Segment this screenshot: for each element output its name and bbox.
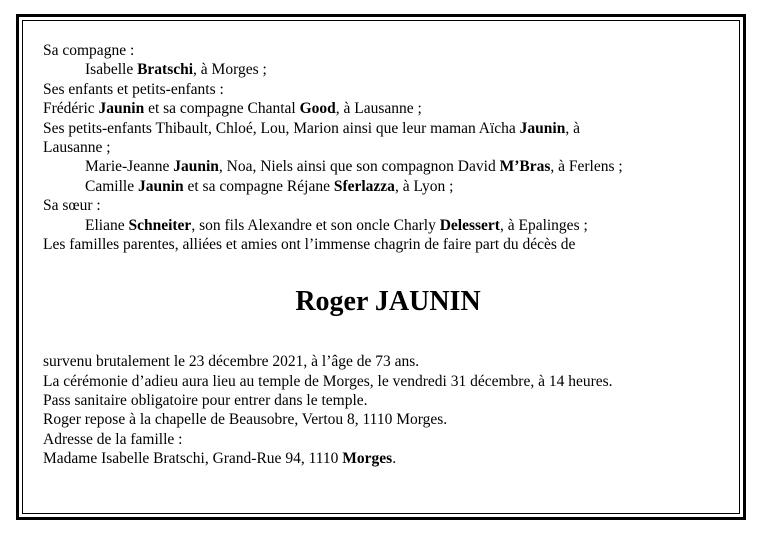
line-soeur-label — [43, 196, 733, 215]
text-segment: Roger repose à la chapelle de Beausobre, Vertou 8, 1110 Morges. — [43, 411, 448, 429]
text-segment: , à Ferlens ; — [550, 158, 623, 176]
bold-name: Jaunin — [519, 119, 566, 137]
line-compagne-label — [43, 41, 733, 60]
bold-name: Jaunin — [173, 158, 219, 176]
funeral-details — [43, 352, 733, 468]
line-deces — [43, 352, 733, 371]
line-enfant-camille — [43, 177, 733, 196]
deceased-name: Roger JAUNIN — [295, 286, 481, 318]
line-petits-enfants-1 — [43, 119, 733, 138]
line-soeur — [43, 216, 733, 235]
text-segment: , à Lausanne ; — [335, 100, 422, 118]
text-segment: Ses petits-enfants Thibault, Chloé, Lou, Marion ainsi que leur maman Aïcha — [43, 119, 520, 137]
bold-name: Morges — [342, 450, 393, 468]
text-segment: Marie-Jeanne — [85, 158, 174, 176]
text-segment: Eliane — [85, 216, 129, 234]
text-segment: , à Epalinges ; — [499, 216, 588, 234]
text-segment: Lausanne ; — [43, 138, 111, 156]
bold-name: Jaunin — [98, 100, 145, 118]
line-enfant-marie-jeanne — [43, 157, 733, 176]
line-pass-sanitaire — [43, 391, 733, 410]
text-segment: et sa compagne Chantal — [144, 100, 300, 118]
text-segment: Sa compagne : — [43, 42, 135, 59]
line-enfants-label — [43, 80, 733, 99]
notice-frame — [16, 14, 746, 520]
text-segment: , Noa, Niels ainsi que son compagnon David — [218, 158, 500, 176]
line-ceremonie — [43, 372, 733, 391]
text-segment: Les familles parentes, alliées et amies ont l’immense chagrin de faire part du décès de — [43, 235, 576, 253]
bold-name: Bratschi — [137, 61, 194, 79]
text-segment: , son fils Alexandre et son oncle Charly — [191, 216, 440, 234]
text-segment: Madame Isabelle Bratschi, Grand-Rue 94, 1110 — [43, 450, 343, 468]
line-compagne — [43, 60, 733, 79]
line-familles — [43, 235, 733, 254]
line-chapelle — [43, 410, 733, 429]
bold-name: Delessert — [439, 216, 500, 234]
bold-name: M’Bras — [499, 158, 551, 176]
text-segment: , à Morges ; — [193, 61, 267, 79]
line-adresse — [43, 449, 733, 468]
text-segment: La cérémonie d’adieu aura lieu au temple de Morges, le vendredi 31 décembre, à 14 heures. — [43, 372, 613, 390]
bold-name: Jaunin — [137, 177, 184, 195]
text-segment: , à — [565, 119, 580, 137]
text-segment: Sa sœur : — [43, 197, 101, 215]
line-petits-enfants-2 — [43, 138, 733, 157]
text-segment: Adresse de la famille : — [43, 430, 183, 448]
text-segment: et sa compagne Réjane — [183, 177, 334, 195]
text-segment: , à Lyon ; — [394, 177, 454, 195]
line-enfant-frederic — [43, 99, 733, 118]
text-segment: Camille — [85, 177, 138, 195]
bold-name: Good — [299, 100, 336, 118]
bold-name: Schneiter — [128, 216, 192, 234]
text-segment: survenu brutalement le 23 décembre 2021, à l’âge de 73 ans. — [43, 353, 420, 371]
text-segment: . — [392, 450, 397, 468]
notice-content — [43, 41, 733, 469]
text-segment: Frédéric — [43, 100, 99, 118]
text-segment: Ses enfants et petits-enfants : — [43, 80, 224, 98]
family-list — [43, 41, 733, 254]
text-segment: Isabelle — [85, 61, 138, 79]
bold-name: Sferlazza — [333, 177, 395, 195]
line-adresse-label — [43, 430, 733, 449]
text-segment: Pass sanitaire obligatoire pour entrer dans le temple. — [43, 392, 368, 410]
